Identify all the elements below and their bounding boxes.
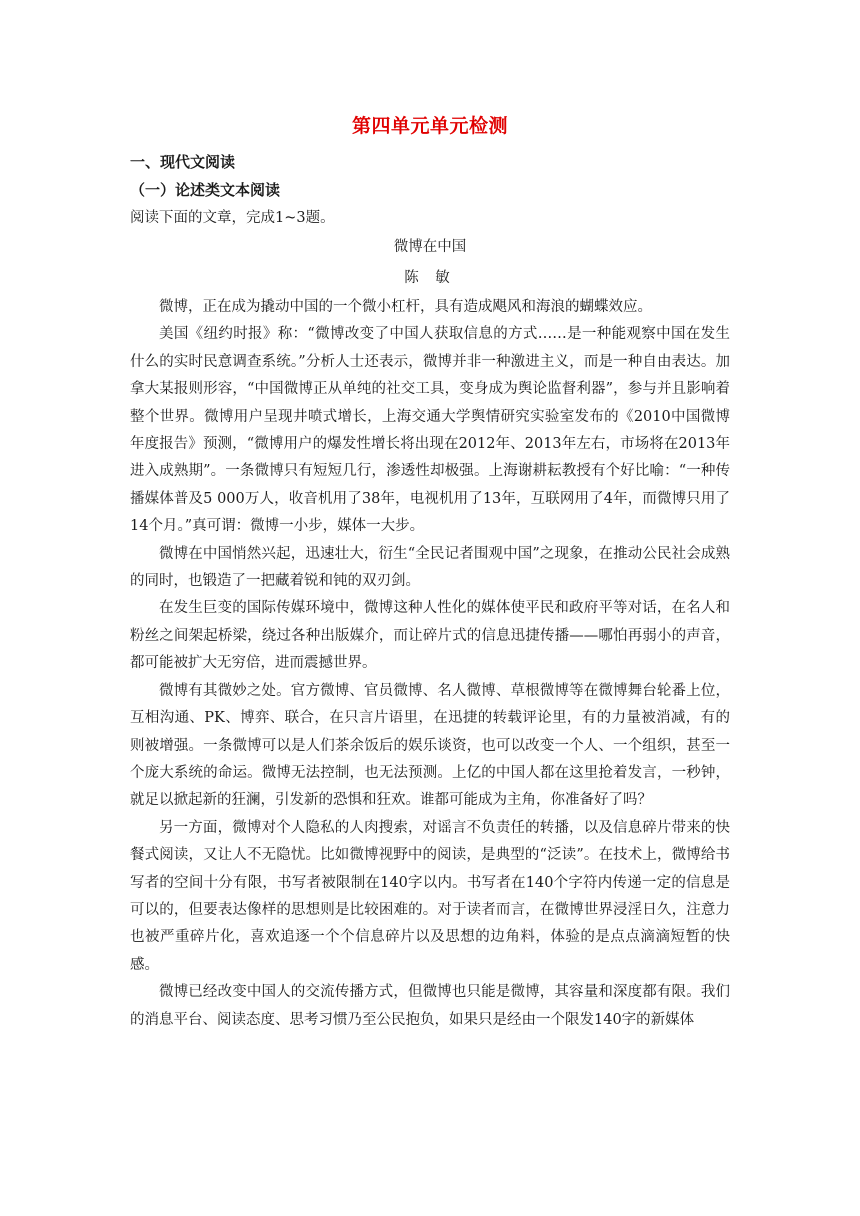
document-title: 第四单元单元检测 <box>351 115 508 137</box>
article-author: 陈 敏 <box>404 270 456 286</box>
paragraph-6: 另一方面，微博对个人隐私的人肉搜索，对谣言不负责任的转播，以及信息碎片带来的快餐式阅读，又让人不无隐忧。比如微博视野中的阅读，是典型的“泛读”。在技术上，微博给书写者的空间十分有限，书写者被限制在140字以内。书写者在140个字符内传递一定的信息是可以的，但要表达像样的思想则是比较困难的。对于读者而言，在微博世界浸淫日久，注意力也被严重碎片化，喜欢追逐一个个信息碎片以及思想的边角料，体验的是点点滴滴短暂的快感。 <box>130 819 730 973</box>
paragraph-1: 微博，正在成为撬动中国的一个微小杠杆，具有造成飓风和海浪的蝴蝶效应。 <box>159 299 652 315</box>
instruction-text: 阅读下面的文章，完成1~3题。 <box>130 210 335 226</box>
paragraph-2: 美国《纽约时报》称：“微博改变了中国人获取信息的方式……是一种能观察中国在发生什么的实时民意调查系统。”分析人士还表示，微博并非一种激进主义，而是一种自由表达。加拿大某报则形容，“中国微博正从单纯的社交工具，变身成为舆论监督利器”，参与并且影响着整个世界。微博用户呈现井喷式增长，上海交通大学舆情研究实验室发布的《2010中国微博年度报告》预测，“微博用户的爆发性增长将出现在2012年、2013年左右，市场将在2013年进入成熟期”。一条微博只有短短几行，渗透性却极强。上海谢耕耘教授有个好比喻：“一种传播媒体普及5 000万人，收音机用了38年，电视机用了13年，互联网用了4年，而微博只用了14个月。”真可谓：微博一小步，媒体一大步。 <box>130 326 730 535</box>
subsection-heading: （一）论述类文本阅读 <box>130 181 281 199</box>
paragraph-7: 微博已经改变中国人的交流传播方式，但微博也只能是微博，其容量和深度都有限。我们的消息平台、阅读态度、思考习惯乃至公民抱负，如果只是经由一个限发140字的新媒体 <box>130 984 730 1028</box>
article-title: 微博在中国 <box>393 239 467 255</box>
paragraph-3: 微博在中国悄然兴起，迅速壮大，衍生“全民记者围观中国”之现象，在推动公民社会成熟的同时，也锻造了一把藏着锐和钝的双刃剑。 <box>130 545 730 590</box>
paragraph-5: 微博有其微妙之处。官方微博、官员微博、名人微博、草根微博等在微博舞台轮番上位，互相沟通、PK、博弈、联合，在只言片语里，在迅捷的转载评论里，有的力量被消减，有的则被增强。一条微博可以是人们茶余饭后的娱乐谈资，也可以改变一个人、一个组织，甚至一个庞大系统的命运。微博无法控制，也无法预测。上亿的中国人都在这里抢着发言，一秒钟，就足以掀起新的狂澜，引发新的恐惧和狂欢。谁都可能成为主角，你准备好了吗？ <box>130 682 730 809</box>
section-heading: 一、现代文阅读 <box>130 153 236 171</box>
paragraph-4: 在发生巨变的国际传媒环境中，微博这种人性化的媒体使平民和政府平等对话，在名人和粉丝之间架起桥梁，绕过各种出版媒介，而让碎片式的信息迅捷传播——哪怕再弱小的声音，都可能被扩大无穷倍，进而震撼世界。 <box>130 600 730 672</box>
